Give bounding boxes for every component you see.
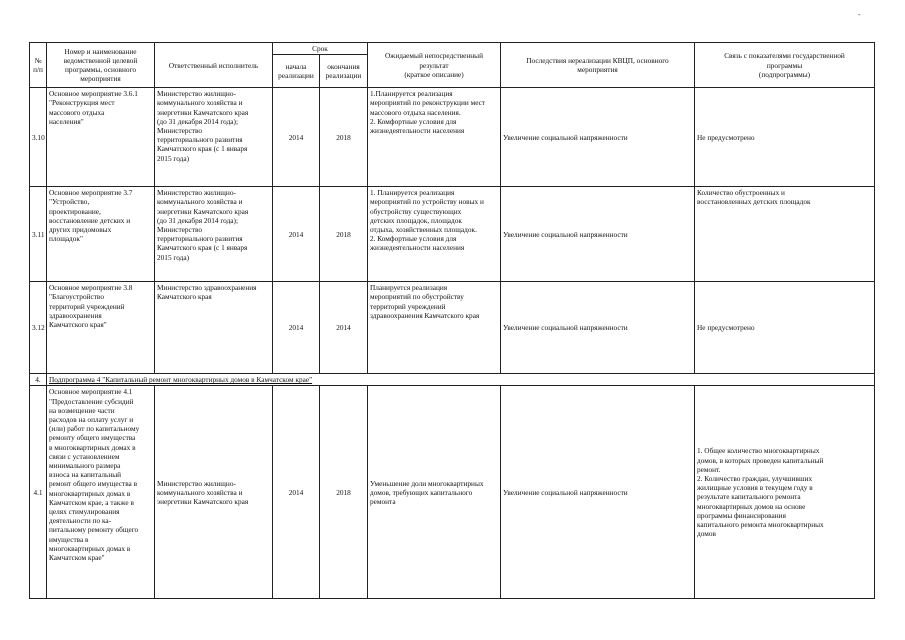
row-end: 2018 (320, 88, 368, 187)
row-executor: Министерство жилищно- коммунального хозяйства и энергетики Камчатского края (до 31 декабря 2014 года); Министерство территориального развития Камчатского края (с 1 января 2015 года) (155, 88, 273, 187)
header-consequences: Последствия нереализации КВЦП, основного мероприятия (501, 43, 695, 88)
row-link: Не предусмотрено (695, 88, 875, 187)
row-executor: Министерство жилищно- коммунального хозяйства и энергетики Камчатского края (155, 386, 273, 599)
row-start: 2014 (273, 282, 320, 374)
row-consequences: Увеличение социальной напряженности (501, 386, 695, 599)
row-num: 3.12 (30, 282, 47, 374)
section-row (30, 374, 875, 386)
table-row (30, 386, 875, 599)
row-consequences: Увеличение социальной напряженности (501, 282, 695, 374)
table-row (30, 88, 875, 187)
program-activities-table (29, 42, 875, 599)
row-name: Основное мероприятие 4.1 "Предоставление субсидий на возмещение части расходов на оплату услуг и (или) работ по капитальному ремонту общего имущества в многоквартирных домах в связи с установлением минимального размера взноса на капитальный ремонт общего имущества в многоквартирных домах в Камчатском крае, а также в целях стимулирования деятельности по ка- питальному ремонту общего имущества в многоквартирных домах в Камчатском крае" (47, 386, 155, 599)
header-link: Связь с показателями государственной программы (подпрограммы) (695, 43, 875, 88)
row-consequences: Увеличение социальной напряженности (501, 187, 695, 282)
row-consequences: Увеличение социальной напряженности (501, 88, 695, 187)
section-title: Подпрограмма 4 "Капитальный ремонт многоквартирных домов в Камчатском крае" (47, 374, 875, 386)
page-mark: - (858, 10, 861, 19)
row-end: 2018 (320, 386, 368, 599)
row-link: Количество обустроенных и восстановленных детских площадок (695, 187, 875, 282)
table-row (30, 282, 875, 374)
row-name: Основное мероприятие 3.6.1 "Реконструкция мест массового отдыха населения" (47, 88, 155, 187)
header-start: начала реализации (273, 55, 320, 88)
header-row-1 (30, 43, 875, 55)
header-result: Ожидаемый непосредственный результат (краткое описание) (368, 43, 501, 88)
row-result: 1. Планируется реализация мероприятий по устройству новых и обустройству существующих детских площадок, площадок отдыха, хозяйственных площадок. 2. Комфортные условия для жизнедеятельности населения (368, 187, 501, 282)
row-name: Основное мероприятие 3.8 "Благоустройство территорий учреждений здравоохранения Камчатского края" (47, 282, 155, 374)
table-row (30, 187, 875, 282)
header-term: Срок (273, 43, 368, 55)
row-num: 3.10 (30, 88, 47, 187)
row-end: 2014 (320, 282, 368, 374)
row-num: 3.11 (30, 187, 47, 282)
header-executor: Ответственный исполнитель (155, 43, 273, 88)
header-name: Номер и наименование ведомственной целевой программы, основного мероприятия (47, 43, 155, 88)
row-end: 2018 (320, 187, 368, 282)
row-num: 4.1 (30, 386, 47, 599)
header-end: окончания реализации (320, 55, 368, 88)
row-executor: Министерство жилищно- коммунального хозяйства и энергетики Камчатского края (до 31 декабря 2014 года); Министерство территориального развития Камчатского края (с 1 января 2015 года) (155, 187, 273, 282)
row-start: 2014 (273, 88, 320, 187)
row-result: Уменьшение доли многоквартирных домов, требующих капитального ремонта (368, 386, 501, 599)
row-executor: Министерство здравоохранения Камчатского края (155, 282, 273, 374)
row-link: Не предусмотрено (695, 282, 875, 374)
row-start: 2014 (273, 386, 320, 599)
section-num: 4. (30, 374, 47, 386)
row-start: 2014 (273, 187, 320, 282)
row-result: Планируется реализация мероприятий по обустройству территорий учреждений здравоохранения Камчатского края (368, 282, 501, 374)
row-result: 1.Планируется реализация мероприятий по реконструкции мест массового отдыха населения. 2. Комфортные условия для жизнедеятельности населения (368, 88, 501, 187)
row-name: Основное мероприятие 3.7 "Устройство, проектирование, восстановление детских и других придомовых площадок" (47, 187, 155, 282)
row-link: 1. Общее количество многоквартирных домов, в которых проведен капитальный ремонт. 2. Количество граждан, улучшивших жилищные условия в текущем году в результате капитального ремонта многоквартирных домов на основе программы финансирования капитального ремонта многоквартирных домов (695, 386, 875, 599)
header-num: № п/п (30, 43, 47, 88)
